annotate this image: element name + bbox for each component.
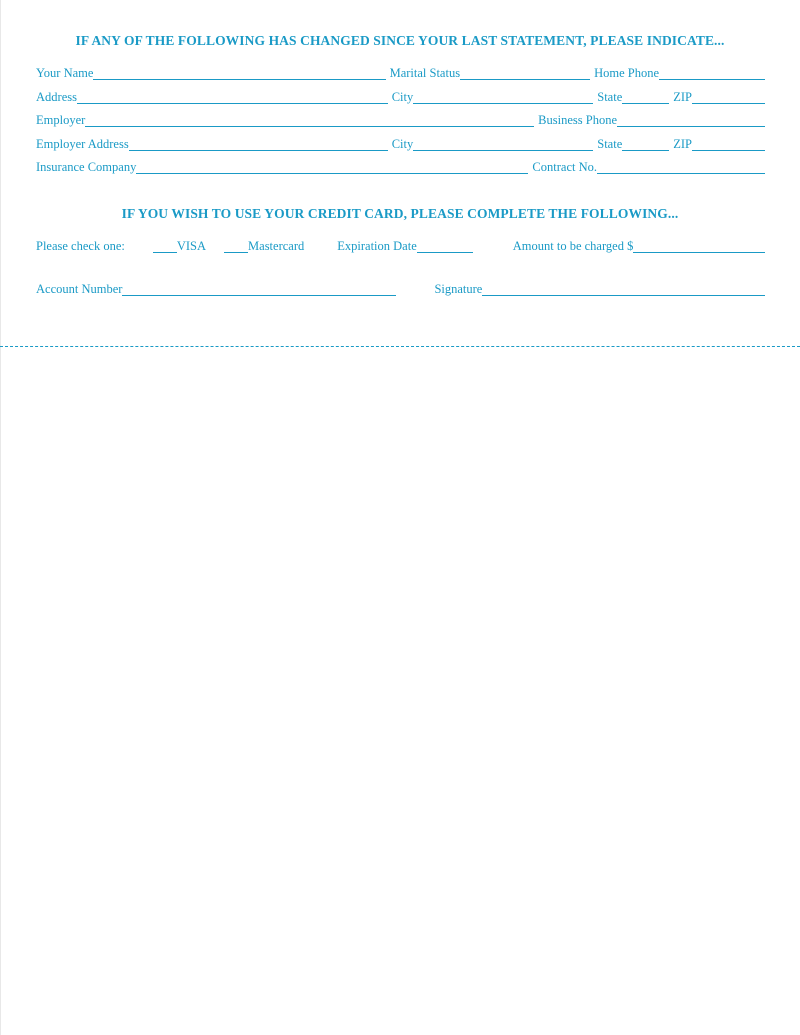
form-row-account [36, 280, 765, 296]
employer-city-label: City [391, 137, 414, 151]
account-number-field[interactable] [122, 283, 396, 296]
form-row-employer-address [36, 135, 765, 151]
city-label: City [391, 90, 414, 104]
signature-field[interactable] [482, 283, 765, 296]
marital-status-label: Marital Status [389, 66, 461, 80]
mastercard-checkbox[interactable] [224, 240, 248, 253]
employer-zip-label: ZIP [673, 137, 692, 151]
contract-no-label: Contract No. [532, 160, 597, 174]
business-phone-label: Business Phone [538, 113, 617, 127]
form-row-insurance [36, 158, 765, 174]
zip-field[interactable] [692, 91, 765, 104]
mastercard-label: Mastercard [248, 239, 305, 253]
employer-address-field[interactable] [129, 138, 388, 151]
employer-field[interactable] [85, 114, 534, 127]
employer-address-label: Employer Address [36, 137, 129, 151]
your-name-label: Your Name [36, 66, 94, 80]
contract-no-field[interactable] [597, 161, 765, 174]
page-edge [0, 0, 1, 1035]
visa-checkbox[interactable] [153, 240, 177, 253]
city-field[interactable] [413, 91, 593, 104]
home-phone-field[interactable] [659, 67, 765, 80]
employer-state-label: State [597, 137, 623, 151]
credit-card-section-heading: IF YOU WISH TO USE YOUR CREDIT CARD, PLEASE COMPLETE THE FOLLOWING... [121, 206, 679, 221]
cut-line-divider [0, 346, 800, 347]
amount-field[interactable] [633, 240, 765, 253]
state-field[interactable] [622, 91, 669, 104]
insurance-company-label: Insurance Company [36, 160, 137, 174]
state-label: State [597, 90, 623, 104]
amount-label: Amount to be charged $ [512, 239, 634, 253]
address-field[interactable] [77, 91, 388, 104]
signature-label: Signature [434, 282, 483, 296]
home-phone-label: Home Phone [594, 66, 659, 80]
change-section-heading: IF ANY OF THE FOLLOWING HAS CHANGED SINCE YOUR LAST STATEMENT, PLEASE INDICATE... [75, 33, 725, 48]
form-row-card [36, 237, 765, 253]
insurance-company-field[interactable] [136, 161, 528, 174]
employer-state-field[interactable] [622, 138, 669, 151]
employer-zip-field[interactable] [692, 138, 765, 151]
form-row-employer [36, 111, 765, 127]
marital-status-field[interactable] [460, 67, 590, 80]
expiration-date-label: Expiration Date [337, 239, 417, 253]
visa-label: VISA [176, 239, 207, 253]
address-label: Address [36, 90, 77, 104]
employer-label: Employer [36, 113, 86, 127]
form-row-address [36, 88, 765, 104]
employer-city-field[interactable] [413, 138, 593, 151]
expiration-date-field[interactable] [417, 240, 473, 253]
form-row-name [36, 64, 765, 80]
zip-label: ZIP [673, 90, 692, 104]
account-number-label: Account Number [36, 282, 123, 296]
business-phone-field[interactable] [617, 114, 765, 127]
check-one-label: Please check one: [36, 239, 125, 253]
your-name-field[interactable] [93, 67, 385, 80]
